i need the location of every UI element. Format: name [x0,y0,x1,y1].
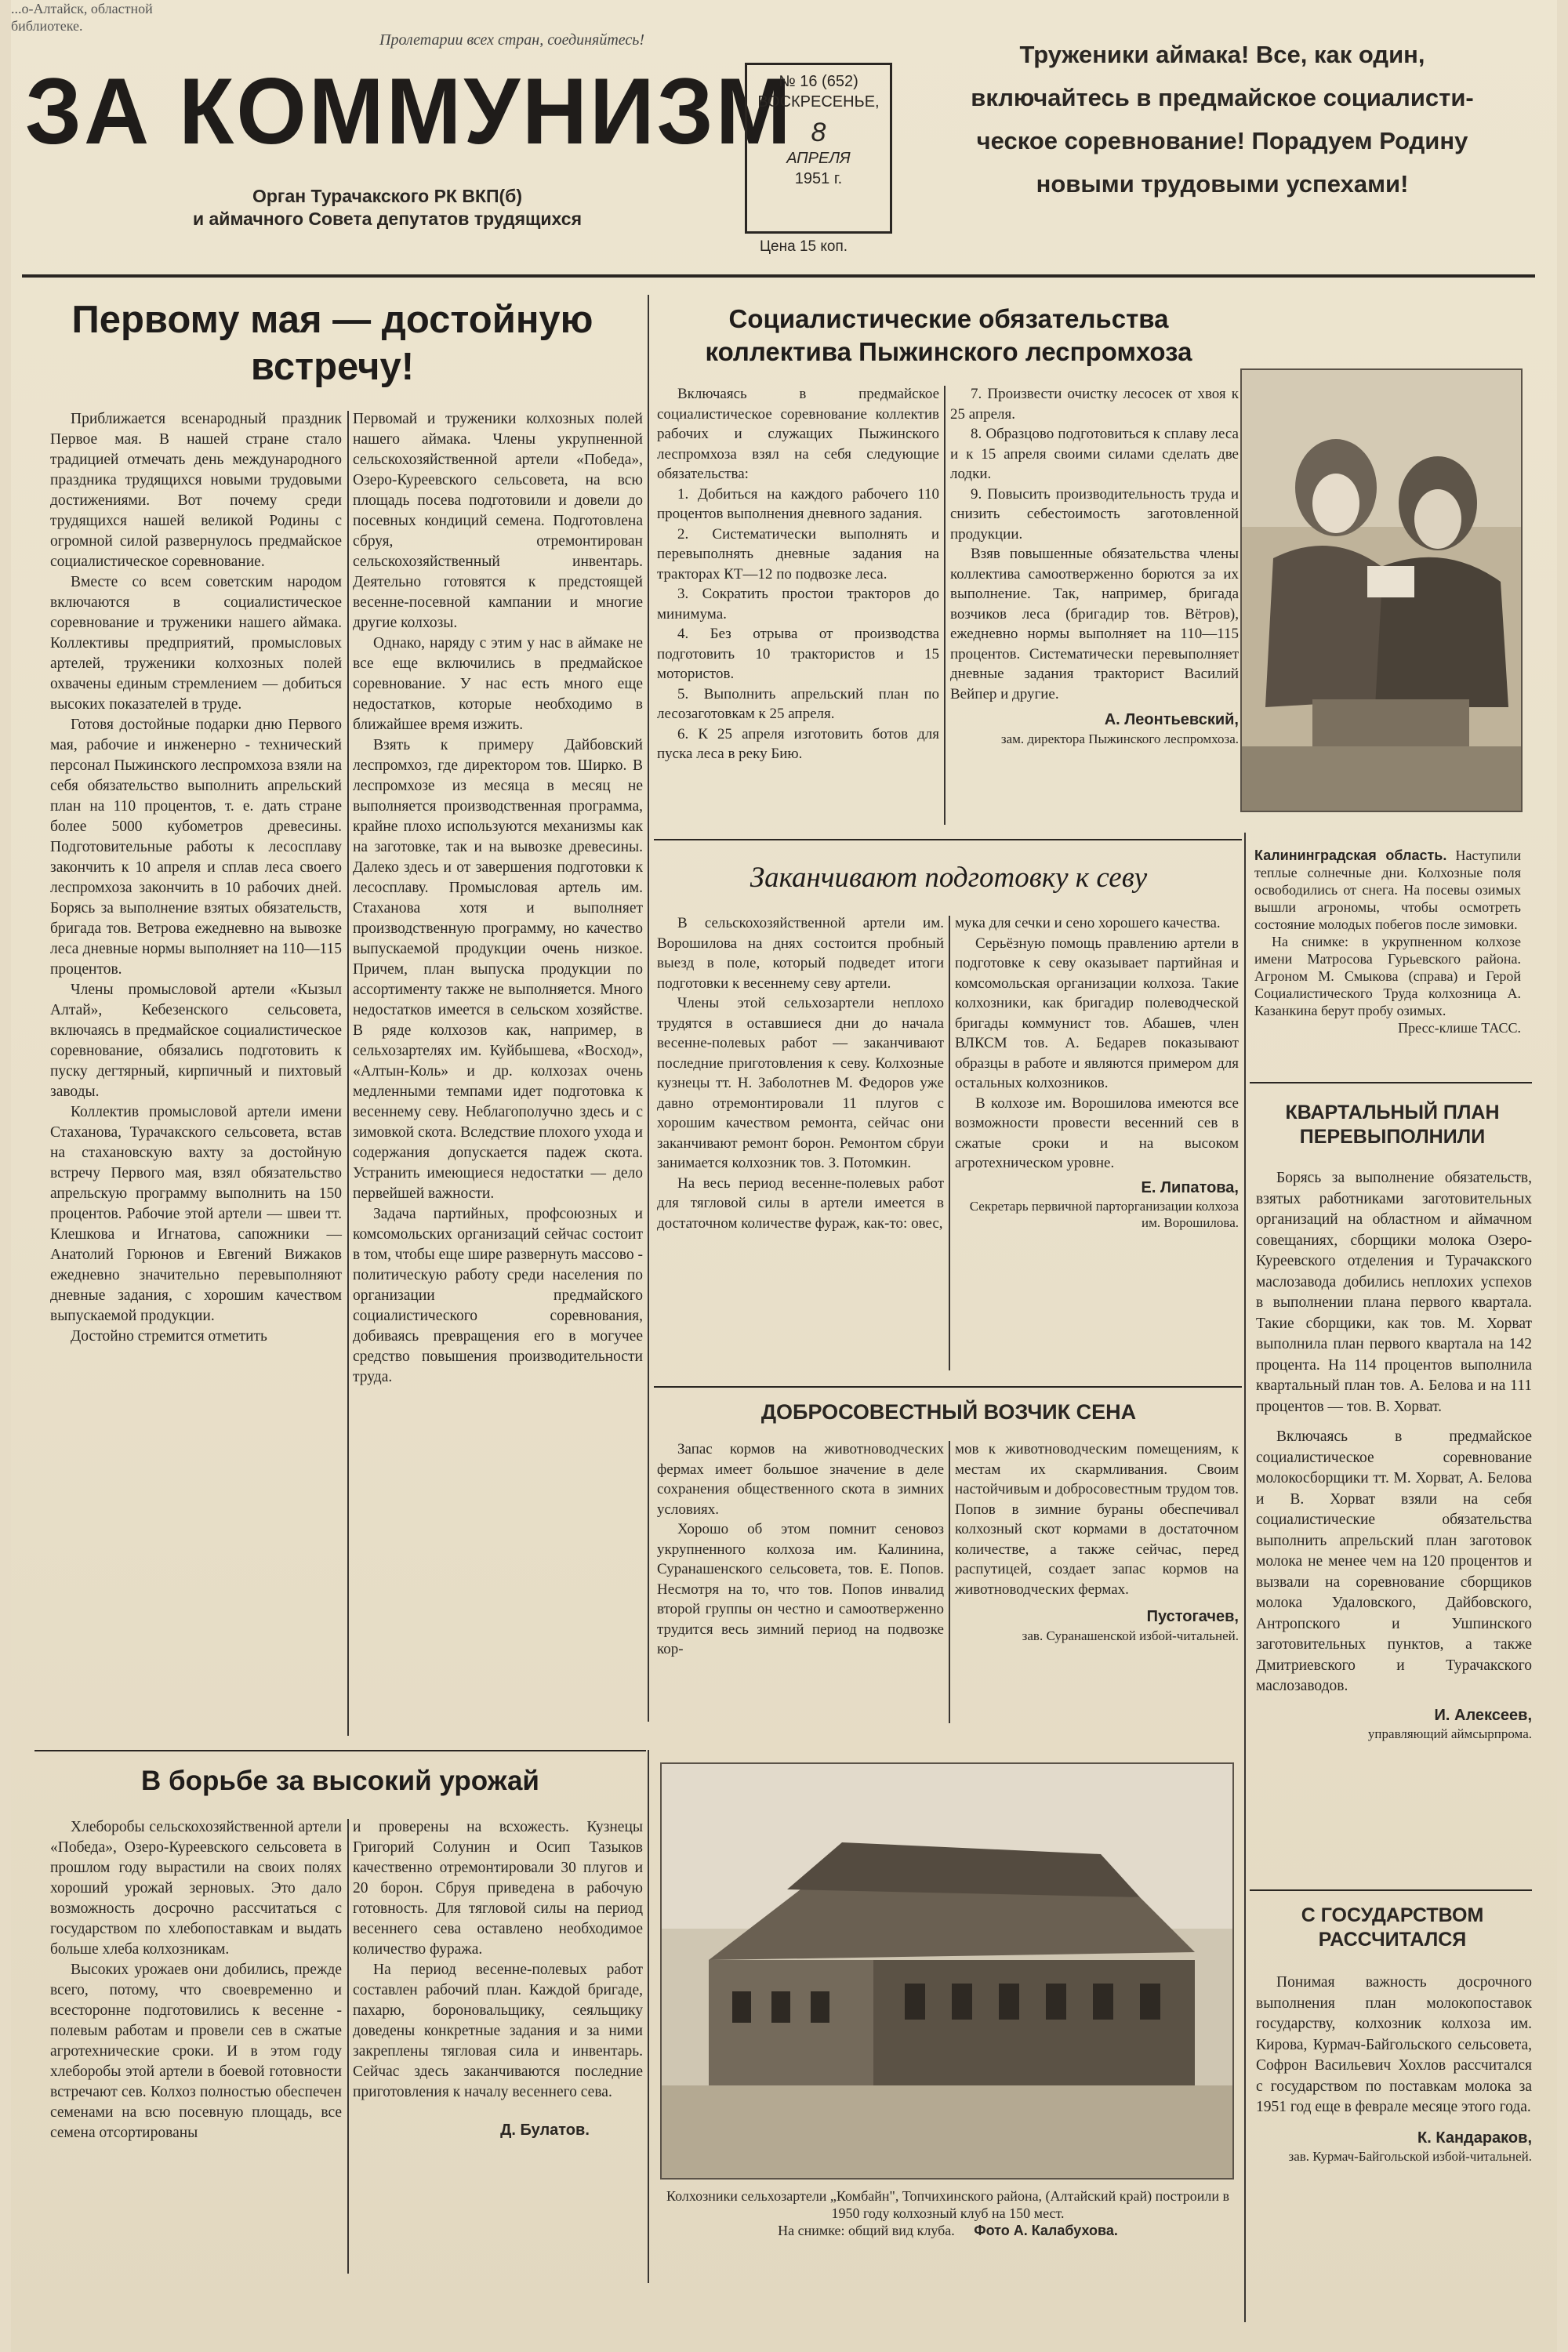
column-divider [648,1750,649,2283]
editorial-col-1 [50,409,342,1347]
obligation-item: 9. Повысить производительность труда и снизить себестоимость заготовленной продукции. [950,485,1239,543]
editorial-headline [34,296,630,390]
obligations-signature: А. Леонтьевский, [1104,711,1239,728]
sowing-signature: Е. Липатова, [1141,1178,1239,1196]
obligation-item: 6. К 25 апреля изготовить ботов для пуска леса в реку Бию. [657,725,939,762]
organ-line-1: Орган Турачакского РК ВКП(б) [252,186,523,206]
hay-signature-role: зав. Суранашенской избой-читальней. [1022,1628,1239,1643]
quarterly-headline-line-1: КВАРТАЛЬНЫЙ ПЛАН [1285,1102,1500,1123]
issue-day: 8 [811,118,826,147]
masthead: ЗА КОММУНИЗМ [25,59,793,164]
paragraph: Задача партийных, профсоюзных и комсомольских организаций сейчас состоит в том, чтобы еще шире развернуть массово - политическую работу среди населения по организации предмайского социалистического соревнования, добиваясь превращения его в могучее средство повышения производительности труда. [353,1206,643,1385]
obligations-headline-line-2: коллектива Пыжинского леспромхоза [705,337,1192,366]
sowing-headline: Заканчивают подготовку к севу [750,862,1148,894]
club-photo-graphic [662,1764,1234,2180]
appeal-line-4: новыми трудовыми успехами! [1036,170,1409,198]
issue-year: 1951 г. [794,170,843,187]
photo-credit: Фото А. Калабухова. [974,2223,1118,2238]
paragraph: Хлеборобы сельскохозяйственной артели «Победа», Озеро-Куреевского сельсовета в прошлом году вырастили на своих полях хороший урожай зерновых. Это дало возможность досрочно рассчитаться с государством по хлебопоставкам и выдать больше хлеба колхозникам. [50,1819,342,1958]
editorial-headline-line-1: Первому мая — достойную [71,299,593,341]
sowing-signature-role: Секретарь первичной парторганизации колхоза им. Ворошилова. [969,1199,1239,1230]
agronomists-photo-graphic [1242,370,1523,812]
paragraph: Члены промысловой артели «Кызыл Алтай», Кебезенского сельсовета, включаясь в предмайское социалистическое соревнование, обязались подготовить к пуску дегтярный, кирпичный и пихтовый заводы. [50,982,342,1100]
paragraph: Члены этой сельхозартели неплохо трудятся в оставшиеся дни до начала весенне-полевых работ — заканчивают последние приготовления к севу. Колхозные кузнецы тт. Н. Заболотнев М. Федоров уже давно отремонтировали 11 плугов с хорошим качеством ремонта, сейчас они заканчивают ремонт борон. Ремонтом сбруи занимается колхозник тов. З. Потомкин. [657,995,944,1171]
paragraph: На период весенне-полевых работ составлен рабочий план. Каждой бригаде, пахарю, бороновальщику, сеяльщику доведены конкретные задания и за ними закреплены тягловая сила и инвентарь. Сейчас здесь заканчиваются последние приготовления к началу весеннего сева. [353,1962,643,2100]
paragraph: Первомай и труженики колхозных полей нашего аймака. Члены укрупненной сельскохозяйственной артели «Победа», Озеро-Куреевского сельсовета, на всю площадь посева подготовили и довели до посевных кондиций семена. Подготовлена сбруя, отремонтирован сельскохозяйственный инвентарь. Деятельно готовятся к предстоящей весенне-посевной кампании и многие другие колхозы. [353,411,643,631]
paragraph: Высоких урожаев они добились, прежде всего, потому, что своевременно и всесторонне подготовились к весенне - полевым работам и провели сев в сжатые агротехнические сроки. И в этом году хлеборобы этой артели в боевой готовности встречают сев. Колхоз полностью обеспечен семенами на всю посевную площадь, все семена отсортированы [50,1962,342,2141]
hay-headline: ДОБРОСОВЕСТНЫЙ ВОЗЧИК СЕНА [760,1400,1137,1424]
quarterly-headline-line-2: ПЕРЕВЫПОЛНИЛИ [1299,1126,1486,1148]
editorial-col-2 [353,409,643,1388]
column-divider [949,916,950,1370]
caption-text-2 [662,2222,1234,2239]
obligations-col-2 [950,384,1239,747]
masthead-rule [22,274,1535,278]
hay-signature: Пустогачев, [1146,1608,1239,1625]
quarterly-signature-role: управляющий аймсырпрома. [1367,1726,1532,1741]
caption-text-2: На снимке: в укрупненном колхозе имени Матросова Гурьевского района. Агроном М. Смыкова (справа) и Герой Социалистического Труда колхозница А. Казанкина берут пробу озимых. [1254,934,1521,1018]
paragraph: На весь период весенне-полевых работ для тягловой силы в артели имеется в достаточном количестве фураж, как-то: овес, [657,1174,944,1232]
obligations-headline [659,303,1239,368]
paragraph: Хорошо об этом помнит сеновоз укрупненного колхоза им. Калинина, Суранашенского сельсовета, тов. Е. Попов. Несмотря на то, что тов. Попов инвалид второй группы он честно и самоотверженно трудится весь зимний период на подвозке кор- [657,1521,944,1657]
settled-headline-line-2: РАССЧИТАЛСЯ [1318,1929,1467,1951]
obligations-headline-line-1: Социалистические обязательства [728,304,1169,333]
section-rule [34,1750,646,1751]
appeal-line-3: ческое соревнование! Порадуем Родину [976,127,1468,154]
club-caption [662,2187,1234,2239]
section-rule [654,839,1242,840]
appeal [913,33,1532,205]
paragraph: мука для сечки и сено хорошего качества. [955,915,1221,931]
top-slogan: Пролетарии всех стран, соединяйтесь! [379,31,645,49]
organ-line [144,185,630,230]
editorial-headline-line-2: встречу! [250,346,415,388]
issue-price: Цена 15 коп. [760,238,848,255]
agronomists-photo [1240,368,1523,812]
paragraph: Запас кормов на животноводческих фермах имеет большое значение в деле сохранения общественного скота в зимних условиях. [657,1441,944,1518]
column-divider [347,411,349,1736]
appeal-line-2: включайтесь в предмайское социалисти- [971,84,1474,111]
paragraph: В колхозе им. Ворошилова имеются все возможности провести весенний сев в сжатые сроки и на высоком агротехническом уровне. [955,1094,1239,1171]
obligation-item: 4. Без отрыва от производства подготовить 10 трактористов и 15 мотористов. [657,626,939,682]
hay-col-2 [955,1439,1239,1644]
paragraph: мов к животноводческим помещениям, к местам их скармливания. Своим настойчивым и добросовестным трудом тов. Попов в зимние бураны обеспечивал колхозный скот кормами в достаточном количестве, а также сейчас, перед распутицей, создает запас кормов на животноводческих фермах. [955,1441,1239,1598]
newspaper-page [11,0,1557,2352]
obligation-item: 7. Произвести очистку лесосек от хвоя к 25 апреля. [950,386,1239,423]
paragraph: Приближается всенародный праздник Первое мая. В нашей стране стало традицией отмечать день международного праздника трудящихся новыми трудовыми достижениями. Вот почему среди трудящихся нашей великой Родины с огромной силой развернулось предмайское социалистическое соревнование. [50,411,342,570]
column-divider [944,386,946,825]
harvest-col-1 [50,1817,342,2143]
organ-line-2: и аймачного Совета депутатов трудящихся [192,209,582,229]
issue-month: АПРЕЛЯ [786,150,851,167]
paragraph: Включаясь в предмайское социалистическое соревнование молокосборщики тт. М. Хорват, А. Белова и В. Хорват взяли на себя социалистические обязательства выполнить апрельский план заготовок молока не менее чем на 120 процентов и вызвали на соревнование сборщиков молока Удаловского, Дайбовского, Антропского и Ушпинского заготовительных пунктов, а также Дмитриевского и Турачакского маслозаводов. [1256,1428,1532,1694]
column-divider [949,1441,950,1723]
paragraph: Включаясь в предмайское социалистическое соревнование коллектив рабочих и служащих Пыжинского леспромхоза взял на себя следующие обязательства: [657,386,939,482]
paragraph: Серьёзную помощь правлению артели в подготовке к севу оказывает партийная и комсомольская организации колхоза. Такие колхозники, как бригадир полеводческой бригады коммунист тов. Абашев, член ВЛКСМ тов. А. Бедарев показывают образцы в работе и являются примером для остальных колхозников. [955,935,1239,1091]
caption-subtext: На снимке: общий вид клуба. [778,2223,955,2238]
section-rule [654,1386,1242,1388]
settled-signature: К. Кандараков, [1417,2129,1532,2147]
paragraph: Взяв повышенные обязательства члены коллектива самоотверженно борются за их выполнение. Так, например, бригада возчиков леса (бригадир тов. Вётров), ежедневно нормы выполняет на 110—115 процентов. Систематически перевыполняет дневные задания тракторист Василий Вейпер и другие. [950,546,1239,702]
photo-credit: Пресс-клише ТАСС. [1398,1020,1521,1036]
obligation-item: 5. Выполнить апрельский план по лесозаготовкам к 25 апреля. [657,685,939,722]
harvest-headline: В борьбе за высокий урожай [141,1766,539,1796]
paragraph: и проверены на всхожесть. Кузнецы Григорий Солунин и Осип Тазыков качественно отремонтировали 30 плугов и 20 борон. Сбруя приведена в рабочую готовность. Для тягловой силы на период весеннего сева оставлено необходимое количество фуража. [353,1819,643,1958]
issue-weekday: ВОСКРЕСЕНЬЕ, [757,93,880,111]
paragraph: Понимая важность досрочного выполнения план молокопоставок государству, колхозник колхоза им. Кирова, Курмач-Байгольского сельсовета, Софрон Васильевич Хохлов рассчитался с государством по поставкам молока за 1951 год еще в феврале месяце этого года. [1256,1974,1532,2115]
harvest-signature: Д. Булатов. [500,2122,590,2139]
agronomists-caption [1254,847,1521,1036]
paragraph: Готовя достойные подарки дню Первого мая, рабочие и инженерно - технический персонал Пыжинского леспромхоза взяли на себя обязательство выполнить апрельский план на 110 процентов, т. е. дать стране более 5000 кубометров древесины. Подготовительные работы к лесосплаву закончить к 10 апреля и сплав леса своего леспромхоза закончить в 10 рабочих дней. Борясь за выполнение взятых обязательств, бригада тов. Ветрова ежедневно на вывозке леса дневные нормы выполняет на 110—115 процентов. [50,717,342,978]
sowing-col-1 [657,913,944,1233]
settled-headline-line-1: С ГОСУДАРСТВОМ [1301,1904,1484,1926]
issue-number: № 16 (652) [779,73,858,90]
paragraph: Вместе со всем советским народом включаются в социалистическое соревнование и труженики нашего аймака. Коллективы предприятий, промысловых артелей, труженики колхозных полей охвачены единым стремлением — добиться высоких показателей в труде. [50,574,342,713]
column-divider [1244,833,1246,2322]
hay-col-1 [657,1439,944,1660]
obligation-item: 8. Образцово подготовиться к сплаву леса и к 15 апреля своими силами сделать две лодки. [950,426,1239,482]
paragraph: Однако, наряду с этим у нас в аймаке не все еще включились в предмайское соревнование. У нас есть много еще недостатков, которые необходимо в ближайшее время изжить. [353,635,643,733]
paragraph: Коллектив промысловой артели имени Стаханова, Турачакского сельсовета, встав на стахановскую вахту за достойную встречу Первого мая, взял обязательство апрельскую программу выполнить на 150 процентов. Рабочие этой артели — швеи тт. Клешкова и Игнатова, сапожники — Анатолий Горюнов и Евгений Вижаков ежедневно значительно перевыполняют дневные задания, с хорошим качеством выпускаемой продукции. [50,1104,342,1324]
appeal-line-1: Труженики аймака! Все, как один, [1019,41,1425,68]
column-divider [648,295,649,1722]
obligation-item: 1. Добиться на каждого рабочего 110 процентов выполнения дневного задания. [657,485,939,522]
settled-signature-role: зав. Курмач-Байгольской избой-читальней. [1288,2149,1532,2164]
paragraph: Достойно стремится отметить [71,1328,267,1345]
obligation-item: 2. Систематически выполнять и перевыполнять дневные задания на тракторах КТ—12 по подвозке леса. [657,525,939,583]
paragraph: В сельскохозяйственной артели им. Ворошилова на днях состоится пробный выезд в поле, который подведет итоги подготовки к весеннему севу артели. [657,915,944,992]
column-divider [347,1819,349,2274]
library-note: ...о-Алтайск, областной библиотеке. [11,1,153,34]
section-rule [1250,1082,1532,1083]
paragraph: Взять к примеру Дайбовский леспромхоз, где директором тов. Ширко. В леспромхозе из месяца в месяц не выполняется производственная программа, крайне плохо используются механизмы как на заготовке, так и на вывозке древесины. Далеко здесь и от завершения подготовки к лесосплаву. Промысловая артель им. Стаханова хотя и выполняет производственную программу, но качество выпускаемой продукции очень низкое. Причем, план выпуска продукции по ассортименту также не выполняется. Много недостатков имеется в сельском хозяйстве. В ряде колхозов как, например, в сельхозартелях им. Куйбышева, «Восход», «Алтын-Коль» и др. колхозах очень медленными темпами идет подготовка к весеннему севу. Неблагополучно здесь и с зимовкой скота. Вследствие плохого ухода и содержания допускается падеж скота. Устранить имеющиеся недостатки — дело первейшей важности. [353,737,643,1202]
caption-text: Наступили теплые солнечные дни. Колхозные поля освободились от снега. На посевы озимых вышли агрономы, чтобы осмотреть состояние молодых побегов после зимовки. [1254,848,1521,932]
quarterly-headline [1251,1101,1534,1149]
paragraph: Борясь за выполнение обязательств, взятых работниками заготовительных организаций на областном и аймачном совещаниях, сборщики молока Озеро-Куреевского отделения и Турачакского маслозавода добились неплохих успехов в выполнении плана первого квартала. Такие сборщики, как тов. М. Хорват выполнила план первого квартала на 142 процента. На 114 процентов выполнила квартальный план тов. А. Белова и на 111 процентов — тов. В. Хорват. [1256,1170,1532,1415]
sowing-col-2 [955,913,1239,1231]
quarterly-body [1256,1168,1532,1742]
obligations-col-1 [657,384,939,764]
settled-body [1256,1973,1532,2165]
section-rule [1250,1889,1532,1891]
obligations-signature-role: зам. директора Пыжинского леспромхоза. [1000,731,1239,746]
caption-region: Калининградская область. [1254,848,1447,863]
issue-box [745,63,892,234]
caption-text: Колхозники сельхозартели „Комбайн", Топчихинского района, (Алтайский край) построили в 1950 году колхозный клуб на 150 мест. [666,2188,1230,2221]
club-photo [660,1762,1234,2180]
harvest-col-2 [353,1817,643,2140]
quarterly-signature: И. Алексеев, [1434,1706,1532,1724]
settled-headline [1251,1904,1534,1952]
obligation-item: 3. Сократить простои тракторов до минимума. [657,586,939,622]
